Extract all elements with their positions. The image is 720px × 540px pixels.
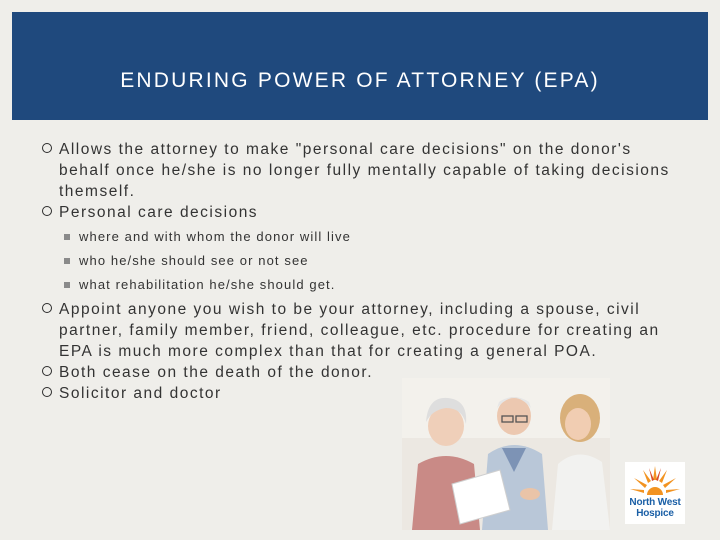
bullet-circle-icon: [42, 303, 52, 313]
sub-bullet-text: what rehabilitation he/she should get.: [79, 277, 336, 292]
sub-bullet-text: who he/she should see or not see: [79, 253, 309, 268]
bullet-text: Allows the attorney to make "personal care decisions" on the donor's behalf once he/she is no longer fully mentally capable of taking decisions themself.: [59, 141, 670, 200]
elderly-couple-with-advisor-photo: [402, 378, 610, 530]
bullet-list: [42, 139, 682, 404]
title-bar: [12, 12, 708, 120]
bullet-text: Both cease on the death of the donor.: [59, 364, 374, 381]
square-bullet-icon: [64, 258, 70, 264]
bullet-text: Personal care decisions: [59, 204, 259, 221]
slide-title: ENDURING POWER OF ATTORNEY (EPA): [120, 69, 600, 92]
bullet-circle-icon: [42, 387, 52, 397]
bullet-text: Solicitor and doctor: [59, 385, 222, 402]
bullet-text: Appoint anyone you wish to be your attorney, including a spouse, civil partner, family member, friend, colleague, etc. procedure for creating an EPA is much more complex than that for creating a general POA.: [59, 301, 660, 360]
north-west-hospice-logo: [625, 462, 685, 524]
photo-illustration: [402, 378, 610, 530]
logo-text-line1: North West: [629, 497, 681, 508]
sub-bullet-item: [42, 273, 682, 297]
sub-bullet-text: where and with whom the donor will live: [79, 229, 351, 244]
bullet-circle-icon: [42, 143, 52, 153]
bullet-circle-icon: [42, 366, 52, 376]
bullet-item: [42, 299, 682, 362]
sun-icon: [625, 462, 685, 496]
logo-text-line2: Hospice: [636, 508, 674, 519]
bullet-item: [42, 202, 682, 223]
square-bullet-icon: [64, 282, 70, 288]
bullet-circle-icon: [42, 206, 52, 216]
sub-bullet-item: [42, 225, 682, 249]
square-bullet-icon: [64, 234, 70, 240]
sub-bullet-item: [42, 249, 682, 273]
bullet-item: [42, 139, 682, 202]
sub-bullet-list: [42, 225, 682, 297]
